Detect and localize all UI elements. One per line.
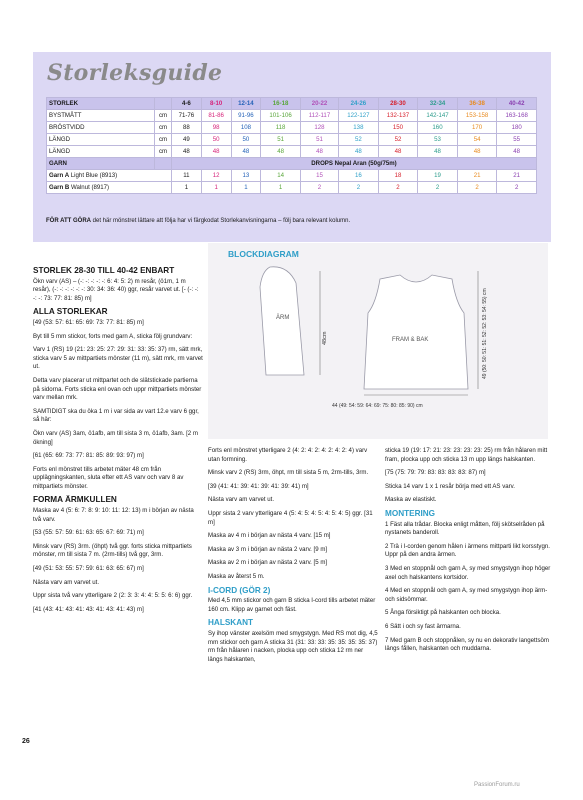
cell: 53 (418, 134, 458, 146)
size-col: 16-18 (261, 98, 301, 110)
cell: 1 (261, 182, 301, 194)
note-lead: FÖR ATT GÖRA (46, 218, 91, 224)
yarn-header-row (47, 158, 537, 170)
body-label: FRAM & BAK (392, 337, 429, 343)
cell: 71-76 (172, 110, 202, 122)
size-col: 4-6 (172, 98, 202, 110)
paragraph: [61 (65: 69: 73: 77: 81: 85: 89: 93: 97) m] (33, 452, 144, 460)
cell: 91-96 (231, 110, 261, 122)
paragraph: Ökn varv (AS) 3am, ö1afb, am till sista 3 m, ö1afb, 3am. [2 m ökning] (33, 429, 198, 446)
size-guide-title: Storleksguide (47, 60, 223, 86)
size-col: 36-38 (457, 98, 497, 110)
color-coding-note (46, 217, 426, 225)
cell: 138 (339, 122, 379, 134)
assembly-step: 6 Sätt i och sy fast ärmarna. (385, 622, 461, 630)
paragraph: Sy ihop vänster axelsöm med smygstygn. Med RS mot dig, 4,5 mm stickor och garn A sticka 31 (31: 33: 33: 35: 35: 35: 35: 37) rm från hålaren i nacken, plocka upp och sticka 12 rm ner längs halskanten, (208, 629, 378, 663)
paragraph: sticka 19 (19: 17: 21: 23: 23: 23: 23: 25) rm från hålaren mitt fram, plocka upp och sticka 13 m upp längs halskanten. (385, 447, 548, 463)
row-unit: cm (155, 122, 172, 134)
section-heading: MONTERING (385, 508, 436, 518)
size-header-row (47, 98, 537, 110)
cell: 12 (201, 170, 231, 182)
cell: 50 (231, 134, 261, 146)
section-heading: HALSKANT (208, 618, 254, 628)
sleeve-length-label: 48cm (322, 331, 328, 345)
cell: 1 (201, 182, 231, 194)
row-unit: cm (155, 134, 172, 146)
row-unit: cm (155, 146, 172, 158)
pattern-column-1 (33, 263, 203, 619)
cell: 1 (172, 182, 202, 194)
cell: 13 (231, 170, 261, 182)
table-row (47, 170, 537, 182)
yarn-row-label (47, 182, 172, 194)
sleeve-label: ÄRM (276, 315, 290, 321)
note-text: det här mönstret lättare att följa har vi färgkodat Storlekanvisningarna – följ bara relevant kolumn. (91, 218, 351, 224)
cell: 118 (261, 122, 301, 134)
cell: 160 (418, 122, 458, 134)
paragraph: Byt till 5 mm stickor, forts med garn A, sticka följ grundvarv: (33, 332, 193, 340)
cell: 2 (300, 182, 338, 194)
cell: 16 (339, 170, 379, 182)
cell: 55 (497, 134, 537, 146)
cell: 50 (201, 134, 231, 146)
size-col: 40-42 (497, 98, 537, 110)
cell: 2 (339, 182, 379, 194)
paragraph: [49 (51: 53: 55: 57: 59: 61: 63: 65: 67) m] (33, 565, 144, 573)
paragraph: Forts enl mönstret ytterligare 2 (4: 2: 4: 2: 4: 2: 4: 2: 4) varv utan formning. (208, 447, 368, 463)
cell: 122-127 (339, 110, 379, 122)
yarn-color: Walnut (8917) (71, 184, 110, 191)
cell: 108 (231, 122, 261, 134)
table-row (47, 182, 537, 194)
yarn-brand: DROPS Nepal Aran (50g/75m) (172, 158, 537, 170)
cell: 21 (457, 170, 497, 182)
size-header-label: STORLEK (47, 98, 155, 110)
paragraph: Maska av elastiskt. (385, 496, 437, 504)
cell: 81-86 (201, 110, 231, 122)
cell: 170 (457, 122, 497, 134)
cell: 150 (378, 122, 418, 134)
assembly-step: 2 Trä i I-corden genom hålen i ärmens mittparti likt korsstygn. Uppr på den andra ärmen. (385, 542, 550, 559)
row-unit: cm (155, 110, 172, 122)
cell: 2 (418, 182, 458, 194)
cell: 48 (261, 146, 301, 158)
cell: 2 (378, 182, 418, 194)
assembly-step: 1 Fäst alla trådar. Blocka enligt måtten, följ skötselråden på nystanets banderoll. (385, 520, 545, 537)
assembly-step: 4 Med en stoppnål och garn A, sy med smygstygn ihop ärm- och sidsömmar. (385, 587, 548, 603)
cell: 101-106 (261, 110, 301, 122)
size-col: 20-22 (300, 98, 338, 110)
paragraph: Varv 1 (RS) 19 (21: 23: 25: 27: 29: 31: 33: 35: 37) rm, sätt mrk, sticka varv 5 av mittpartiets mönster (11 m), sätt mrk, rm varvet ut. (33, 346, 203, 371)
section-heading: I-CORD (GÖR 2) (208, 585, 271, 595)
size-col: 32-34 (418, 98, 458, 110)
cell: 48 (172, 146, 202, 158)
size-col: 12-14 (231, 98, 261, 110)
cell: 54 (457, 134, 497, 146)
cell: 21 (497, 170, 537, 182)
paragraph: Minsk varv 2 (RS) 3rm, öhpt, rm till sista 5 m, 2rm-tills, 3rm. (208, 469, 369, 477)
cell: 48 (378, 146, 418, 158)
size-table (46, 97, 537, 194)
cell: 180 (497, 122, 537, 134)
yarn-color: Light Blue (8913) (70, 172, 118, 179)
block-diagram-title: BLOCKDIAGRAM (228, 249, 299, 259)
body-width-label: 44 (49: 54: 59: 64: 69: 75: 80: 85: 90) cm (332, 403, 423, 409)
section-heading: FORMA ÄRMKULLEN (33, 495, 117, 505)
row-label: LÄNGD (47, 134, 155, 146)
table-row (47, 110, 537, 122)
cell: 49 (172, 134, 202, 146)
block-diagram (208, 243, 548, 439)
assembly-step: 5 Ånga försiktigt på halskanten och blocka. (385, 609, 501, 617)
paragraph: [75 (75: 79: 79: 83: 83: 83: 83: 87) m] (385, 469, 486, 477)
yarn-label: GARN (47, 158, 155, 170)
yarn-name: Garn B (49, 184, 70, 191)
cell: 1 (231, 182, 261, 194)
row-label: BYSTMÅTT (47, 110, 155, 122)
paragraph: Maska av 3 m i början av nästa 2 varv. [9 m] (208, 545, 328, 553)
paragraph: Forts enl mönstret tills arbetet mäter 48 cm från upplägningskanten, sluta efter ett AS varv och varv 8 av mittpartiets mönster. (33, 465, 184, 490)
cell: 52 (339, 134, 379, 146)
paragraph: Uppr sista 2 varv ytterligare 4 (5: 4: 5: 4: 5: 4: 5: 4: 5) ggr. [31 m] (208, 509, 373, 526)
cell: 52 (378, 134, 418, 146)
cell: 51 (261, 134, 301, 146)
paragraph: Maska av 4 m i början av nästa 4 varv. [15 m] (208, 532, 331, 540)
cell: 132-137 (378, 110, 418, 122)
row-label: LÄNGD (47, 146, 155, 158)
paragraph: Med 4,5 mm stickor och garn B sticka I-cord tills arbetet mäter 160 cm. Klipp av garnet och fäst. (208, 597, 376, 613)
assembly-step: 3 Med en stoppnål och garn A, sy med smygstygn ihop höger axel och halskantens kortsidor. (385, 564, 551, 581)
paragraph: Nästa varv am varvet ut. (208, 496, 275, 504)
table-row (47, 146, 537, 158)
cell: 88 (172, 122, 202, 134)
cell: 48 (201, 146, 231, 158)
cell: 2 (497, 182, 537, 194)
body-shape (364, 275, 468, 389)
section-heading: ALLA STORLEKAR (33, 307, 108, 317)
size-col: 8-10 (201, 98, 231, 110)
cell: 48 (231, 146, 261, 158)
cell: 48 (300, 146, 338, 158)
cell: 14 (261, 170, 301, 182)
paragraph: [39 (41: 41: 39: 41: 39: 41: 39: 41) m] (208, 482, 309, 490)
section-heading: STORLEK 28-30 TILL 40-42 ENBART (33, 266, 175, 275)
cell: 18 (378, 170, 418, 182)
paragraph: SAMTIDIGT ska du öka 1 m i var sida av vart 12.e varv 6 ggr, så här: (33, 407, 199, 424)
paragraph: Uppr sista två varv ytterligare 2 (2: 3: 3: 4: 4: 5: 5: 6: 6) ggr. (33, 592, 193, 600)
paragraph: Sticka 14 varv 1 x 1 resår börja med ett AS varv. (385, 482, 515, 490)
pattern-column-3 (385, 447, 555, 659)
paragraph: [49 (53: 57: 61: 65: 69: 73: 77: 81: 85) m] (33, 318, 144, 326)
paragraph: Maska av 4 (5: 6: 7: 8: 9: 10: 11: 12: 13) m i början av nästa två varv. (33, 507, 194, 523)
size-col: 24-26 (339, 98, 379, 110)
cell: 48 (339, 146, 379, 158)
cell: 51 (300, 134, 338, 146)
paragraph: Maska av 2 m i början av nästa 2 varv. [5 m] (208, 559, 328, 567)
assembly-step: 7 Med garn B och stoppnålen, sy nu en dekorativ langettsöm längs fållen, halskanten och muddarna. (385, 636, 549, 653)
page-number: 26 (22, 738, 30, 745)
cell: 98 (201, 122, 231, 134)
cell: 48 (457, 146, 497, 158)
paragraph: [53 (55: 57: 59: 61: 63: 65: 67: 69: 71) m] (33, 529, 144, 537)
paragraph: Nästa varv am varvet ut. (33, 578, 100, 586)
cell: 112-117 (300, 110, 338, 122)
paragraph: Maska av återst 5 m. (208, 572, 265, 580)
yarn-name: Garn A (49, 172, 70, 179)
pattern-column-2 (208, 447, 378, 669)
body-length-label: 49 (50: 50: 51: 51: 52: 52: 53: 54: 55) cm (482, 288, 488, 379)
cell: 11 (172, 170, 202, 182)
size-col: 28-30 (378, 98, 418, 110)
watermark: PassionForum.ru (474, 782, 520, 788)
cell: 2 (457, 182, 497, 194)
cell: 163-168 (497, 110, 537, 122)
cell: 142-147 (418, 110, 458, 122)
paragraph: Minsk varv (RS) 3rm. (öhpt) två ggr. forts sticka mittpartiets mönster, rm till sista 7 m. (2rm-tills) två ggr, 3rm. (33, 542, 192, 559)
cell: 15 (300, 170, 338, 182)
cell: 128 (300, 122, 338, 134)
table-row (47, 122, 537, 134)
paragraph: [41 (43: 41: 43: 41: 43: 41: 43: 41: 43) m] (33, 605, 144, 613)
cell: 48 (418, 146, 458, 158)
cell: 19 (418, 170, 458, 182)
table-row (47, 134, 537, 146)
cell: 153-158 (457, 110, 497, 122)
yarn-row-label (47, 170, 172, 182)
row-label: BRÖSTVIDD (47, 122, 155, 134)
cell: 48 (497, 146, 537, 158)
paragraph: Detta varv placerar ut mittpartet och de slätstickade partierna på sidorna. Forts sticka enl ovan och uppr mittpartiets mönster varv mellan mrk. (33, 376, 202, 402)
paragraph: Ökn varv (AS) – (-: -: -: -: -: 6: 4: 5: 2) m resår, (ö1m, 1 m resår), (-: -: -: -: -: -: 30: 34: 36: 40) ggr, resår varvet ut. [- (-: -: -: -: 73: 77: 81: 85) m] (33, 277, 199, 302)
